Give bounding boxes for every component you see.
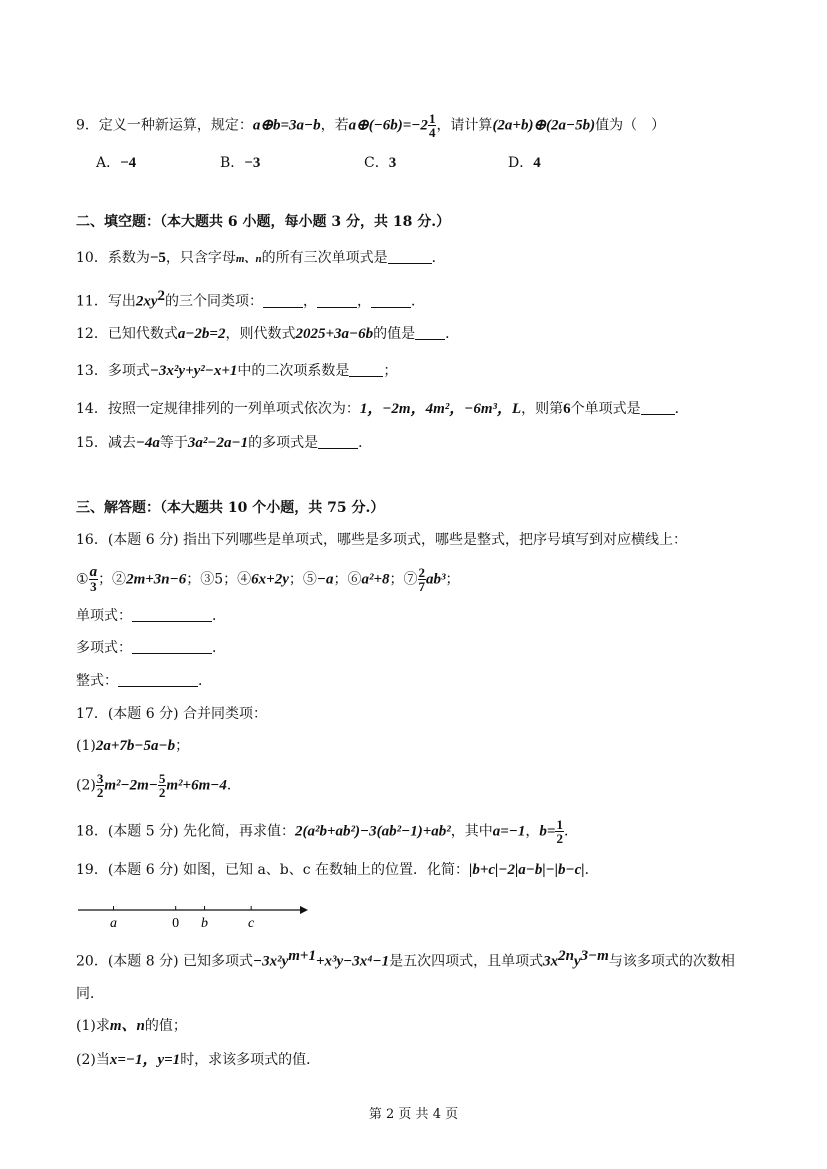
option-value: −3	[244, 155, 261, 171]
answer-blank[interactable]	[317, 293, 357, 308]
q18-cond: a=−1	[492, 823, 526, 840]
q10-text: 的所有三次单项式是	[261, 250, 388, 266]
q9-text: 定义一种新运算，规定：	[98, 117, 253, 134]
text: (1)求	[76, 1018, 110, 1034]
option-value: 4	[533, 155, 541, 171]
answer-blank[interactable]	[132, 639, 212, 654]
number-line	[78, 896, 310, 930]
q20-mono: y	[573, 953, 581, 970]
q20-continuation: 同．	[76, 986, 104, 1002]
end: ．	[198, 673, 212, 689]
denominator: 3	[90, 579, 97, 594]
denominator: 2	[556, 831, 563, 846]
expr: x=−1，y=1	[109, 1052, 181, 1068]
q10-text: 10．系数为	[76, 250, 150, 266]
numerator: 1	[428, 111, 436, 126]
q20-exp: 2n	[558, 948, 574, 964]
question-15	[76, 433, 372, 453]
tick-label-1: 0	[172, 916, 180, 930]
denominator: 7	[418, 579, 425, 594]
q20-part1	[76, 1016, 187, 1036]
numerator: a	[89, 564, 98, 580]
sep: ；②	[98, 571, 127, 588]
sep: ；	[445, 571, 460, 588]
tick-label-2: b	[201, 916, 209, 930]
q11-term: 2xy	[135, 293, 158, 310]
q20-text: 与该多项式的次数相	[608, 953, 735, 970]
q18-text: 18．(本题 5 分) 先化简，再求值：	[76, 823, 295, 840]
q11-text: 11．写出	[76, 293, 136, 310]
question-9	[76, 112, 665, 139]
q14-text: ，则第	[521, 401, 564, 417]
q18-cond2: b=	[539, 823, 556, 840]
q14-text: 14．按照一定规律排列的一列单项式依次为：	[76, 401, 360, 417]
question-18	[76, 818, 578, 845]
answer-blank[interactable]	[415, 325, 445, 340]
answer-blank[interactable]	[132, 607, 212, 622]
option-b[interactable]	[220, 152, 260, 172]
numerator: 2	[418, 565, 425, 580]
q14-sequence: 1，−2m，4m²，−6m³，L	[359, 401, 522, 417]
q9-text: ，若	[320, 117, 349, 134]
end: ．	[212, 640, 226, 656]
item-expr: −a	[316, 571, 334, 588]
part-label: (1)	[76, 738, 96, 754]
denominator: 2	[158, 785, 166, 800]
q12-end: ．	[445, 326, 460, 342]
q11-exp: 2	[157, 288, 165, 304]
expr: 2a+7b−5a−b	[95, 738, 176, 754]
answer-blank[interactable]	[318, 434, 358, 449]
end: ；	[175, 738, 190, 754]
numerator: 1	[556, 817, 563, 832]
answer-blank[interactable]	[349, 362, 383, 377]
q9-text: ，请计算	[436, 117, 493, 134]
fraction	[418, 566, 427, 593]
tick-label-0: a	[110, 916, 118, 930]
q16-integral-line	[76, 671, 212, 691]
q13-end: ；	[383, 363, 398, 379]
fraction	[555, 818, 564, 845]
sep: ；③5；④	[186, 571, 252, 588]
q14-n: 6	[563, 401, 571, 417]
q18-expr: 2(a²b+ab²)−3(ab²−1)+ab²	[295, 823, 451, 840]
item-expr: a²+8	[361, 571, 390, 588]
option-d[interactable]	[508, 152, 541, 172]
q12-cond: a−2b=2	[177, 326, 226, 342]
q12-text: ，则代数式	[225, 326, 296, 342]
item-expr: 2m+3n−6	[126, 571, 187, 588]
q9-expression: (2a+b)⊕(2a−5b)	[492, 117, 596, 134]
text: 的值；	[144, 1018, 187, 1034]
numerator: 5	[158, 771, 166, 786]
question-14	[76, 399, 689, 419]
fraction	[89, 566, 99, 593]
expr: m²+6m−4	[166, 777, 227, 794]
part-label: (2)	[76, 777, 96, 794]
q15-text: 的多项式是	[248, 435, 319, 451]
question-20	[76, 946, 735, 972]
q12-expr: 2025+3a−6b	[295, 326, 374, 342]
q10-coef: −5	[149, 250, 166, 266]
q10-end: ．	[431, 250, 446, 266]
option-a[interactable]	[96, 152, 136, 172]
q20-exp: 3−m	[580, 948, 609, 964]
numerator: 3	[96, 771, 104, 786]
q18-text: ，其中	[450, 823, 493, 840]
q9-text: 值为（ ）	[595, 117, 666, 134]
end: ．	[226, 777, 241, 794]
arrow-icon	[300, 906, 308, 914]
text: 时，求该多项式的值．	[180, 1052, 321, 1068]
expr: m、n	[109, 1018, 145, 1034]
q19-end: ．	[584, 862, 599, 878]
q15-end: ．	[358, 435, 373, 451]
label: 多项式：	[76, 640, 132, 656]
sep: ，	[303, 293, 317, 310]
answer-blank[interactable]	[371, 293, 411, 308]
q19-text: 19．(本题 6 分) 如图，已知 a、b、c 在数轴上的位置．化简：	[76, 862, 470, 878]
q10-letters: m、n	[235, 253, 262, 265]
q15-text: 等于	[159, 435, 188, 451]
option-label: A．	[96, 155, 121, 171]
answer-blank[interactable]	[388, 249, 432, 264]
end: ．	[212, 608, 226, 624]
item-expr: 6x+2y	[251, 571, 289, 588]
question-12	[76, 324, 459, 344]
option-value: 3	[388, 155, 397, 171]
sep: ；⑤	[288, 571, 317, 588]
q17-part1	[76, 736, 189, 756]
answer-blank[interactable]	[641, 400, 675, 415]
question-17: 17．(本题 6 分) 合并同类项：	[76, 706, 267, 722]
label: 整式：	[76, 673, 118, 689]
q16-items	[76, 566, 460, 593]
q16-polynomial-line	[76, 638, 226, 658]
q20-part2	[76, 1050, 320, 1070]
denominator: 4	[428, 125, 436, 140]
q19-expr: |b+c|−2|a−b|−|b−c|	[469, 862, 585, 878]
option-label: B．	[220, 155, 245, 171]
q18-text: ，	[525, 823, 540, 840]
q17-part2	[76, 772, 241, 799]
answer-blank[interactable]	[263, 293, 303, 308]
q13-expr: −3x²y+y²−x+1	[149, 363, 238, 379]
q15-expr: 3a²−2a−1	[187, 435, 249, 451]
label: 单项式：	[76, 608, 132, 624]
section-3-title: 三、解答题：（本大题共 10 个小题，共 75 分.）	[76, 500, 385, 516]
question-19	[76, 860, 599, 880]
item-expr: ab³	[426, 571, 446, 588]
q14-text: 个单项式是	[570, 401, 641, 417]
text: (2)当	[76, 1052, 110, 1068]
q9-number: 9．	[76, 117, 99, 134]
q20-text: 是五次四项式，且单项式	[389, 953, 544, 970]
page-footer: 第 2 页 共 4 页	[368, 1107, 459, 1122]
q10-text: ，只含字母	[165, 250, 236, 266]
q12-text: 的值是	[373, 326, 416, 342]
q9-definition: a⊕b=3a−b	[252, 117, 321, 134]
question-16: 16．(本题 6 分) 指出下列哪些是单项式，哪些是多项式，哪些是整式，把序号填写到对应横线上：	[76, 532, 687, 548]
q15-text: 15．减去	[76, 435, 136, 451]
q11-end: ．	[411, 293, 425, 310]
q13-text: 中的二次项系数是	[237, 363, 350, 379]
option-c[interactable]	[364, 152, 396, 172]
q18-end: ．	[563, 823, 578, 840]
q20-text: 20．(本题 8 分) 已知多项式	[76, 953, 253, 970]
q12-text: 12．已知代数式	[76, 326, 178, 342]
q16-monomial-line	[76, 606, 226, 626]
q20-poly: +x³y−3x⁴−1	[315, 953, 390, 970]
q15-sub: −4a	[135, 435, 160, 451]
tick-label-3: c	[248, 916, 255, 930]
q13-text: 13．多项式	[76, 363, 150, 379]
q20-mono: 3x	[543, 953, 559, 970]
q20-exp: m+1	[288, 948, 316, 964]
item-marker: ①	[76, 571, 89, 588]
section-2-title: 二、填空题：（本大题共 6 小题，每小题 3 分，共 18 分.）	[76, 214, 451, 230]
question-11	[76, 286, 425, 312]
q20-poly: −3x²y	[253, 953, 289, 970]
q14-end: ．	[674, 401, 689, 417]
option-label: C．	[364, 155, 389, 171]
q9-condition: a⊕(−6b)=−2	[348, 117, 428, 134]
question-13	[76, 361, 397, 381]
sep: ；⑥	[333, 571, 362, 588]
q11-text: 的三个同类项：	[165, 293, 263, 310]
sep: ；⑦	[389, 571, 418, 588]
answer-blank[interactable]	[118, 672, 198, 687]
option-label: D．	[508, 155, 534, 171]
question-10	[76, 248, 446, 269]
denominator: 2	[96, 785, 104, 800]
sep: ，	[357, 293, 371, 310]
option-value: −4	[120, 155, 137, 171]
expr: m²−2m−	[104, 777, 158, 794]
